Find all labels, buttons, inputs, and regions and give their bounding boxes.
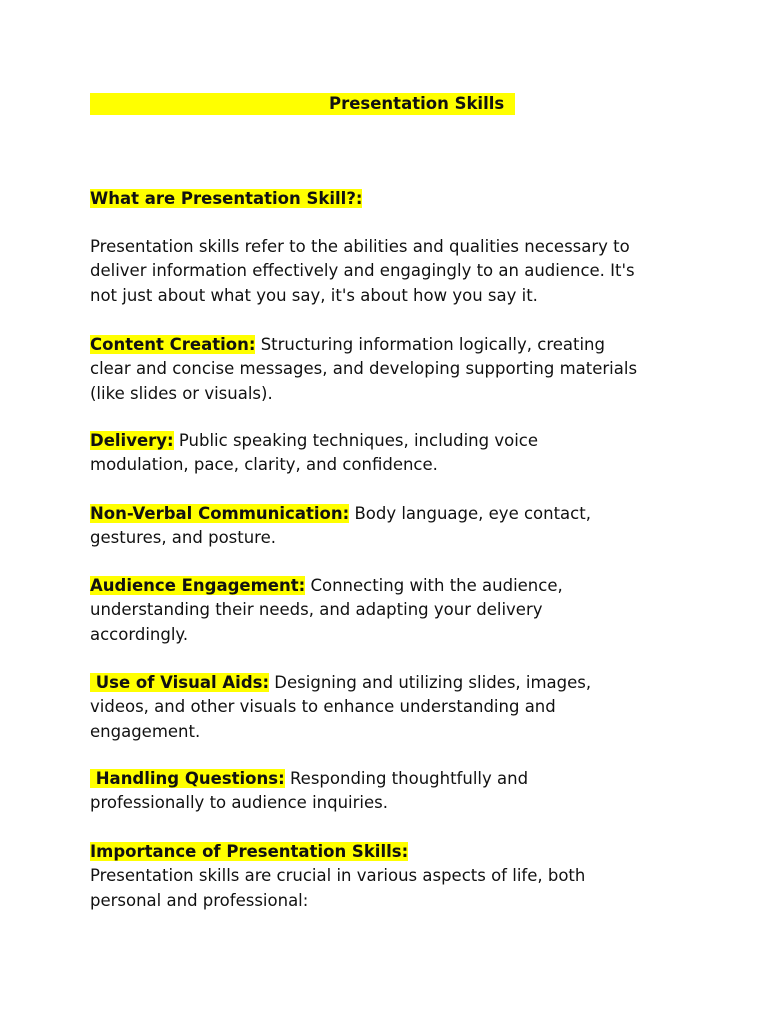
- questions-paragraph: [90, 767, 690, 816]
- delivery-paragraph: [90, 429, 690, 478]
- nonverbal-line: gestures, and posture.: [90, 528, 277, 548]
- questions-line: professionally to audience inquiries.: [90, 793, 388, 813]
- questions-label: Handling Questions:: [90, 769, 285, 788]
- content-creation-paragraph: [90, 333, 690, 406]
- audience-line: accordingly.: [90, 624, 189, 644]
- audience-paragraph: [90, 574, 690, 647]
- delivery-line: modulation, pace, clarity, and confidence.: [90, 455, 438, 475]
- content-creation-line: clear and concise messages, and developing supporting materials: [90, 359, 638, 379]
- visual-aids-paragraph: [90, 671, 690, 744]
- importance-line: personal and professional:: [90, 890, 309, 910]
- nonverbal-label: Non-Verbal Communication:: [90, 504, 350, 523]
- intro-line: Presentation skills refer to the abilities and qualities necessary to: [90, 237, 630, 256]
- intro-line: not just about what you say, it's about how you say it.: [90, 285, 538, 305]
- delivery-label: Delivery:: [90, 431, 174, 450]
- visual-aids-line: videos, and other visuals to enhance understanding and: [90, 697, 556, 717]
- importance-line: Presentation skills are crucial in various aspects of life, both: [90, 866, 586, 886]
- importance-heading: Importance of Presentation Skills:: [90, 842, 409, 861]
- content-creation-text: Structuring information logically, creating: [255, 335, 605, 354]
- intro-heading-block: [90, 187, 690, 211]
- importance-paragraph: [90, 840, 690, 913]
- audience-line: understanding their needs, and adapting your delivery: [90, 600, 543, 620]
- document-title: Presentation Skills: [329, 94, 505, 113]
- nonverbal-paragraph: [90, 502, 690, 551]
- nonverbal-text: Body language, eye contact,: [349, 504, 591, 523]
- content-creation-label: Content Creation:: [90, 335, 256, 354]
- visual-aids-label: Use of Visual Aids:: [90, 673, 270, 692]
- audience-text: Connecting with the audience,: [305, 576, 563, 595]
- audience-label: Audience Engagement:: [90, 576, 306, 595]
- intro-line: deliver information effectively and engagingly to an audience. It's: [90, 261, 635, 281]
- delivery-text: Public speaking techniques, including voice: [173, 431, 539, 450]
- intro-paragraph: [90, 235, 690, 308]
- intro-heading: What are Presentation Skill?:: [90, 189, 363, 208]
- visual-aids-line: engagement.: [90, 721, 201, 741]
- content-creation-line: (like slides or visuals).: [90, 383, 273, 403]
- visual-aids-text: Designing and utilizing slides, images,: [269, 673, 592, 692]
- questions-text: Responding thoughtfully and: [284, 769, 529, 788]
